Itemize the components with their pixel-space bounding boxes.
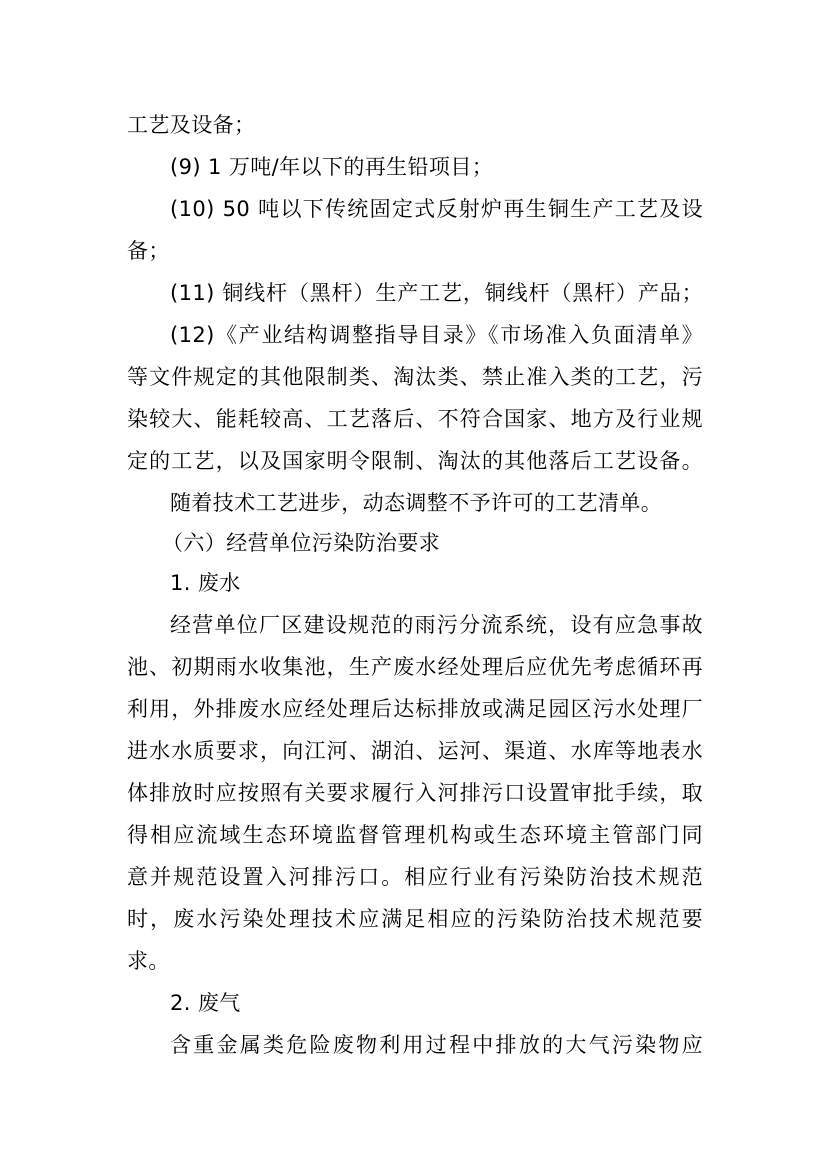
text-line: 染较大、能耗较高、工艺落后、不符合国家、地方及行业规 [127,407,703,431]
text-line: 等文件规定的其他限制类、淘汰类、禁止准入类的工艺，污 [127,365,703,389]
text-line: 池、初期雨水收集池，生产废水经处理后应优先考虑循环再 [127,655,703,679]
subheading-wastewater: 1. 废水 [170,571,241,595]
text-line: 时，废水污染处理技术应满足相应的污染防治技术规范要 [127,907,703,931]
text-line: 意并规范设置入河排污口。相应行业有污染防治技术规范 [127,865,703,889]
text-line: 求。 [127,949,170,973]
text-line: 工艺及设备； [127,113,256,137]
list-item-12: (12)《产业结构调整指导目录》《市场准入负面清单》 [170,323,703,347]
list-item-9: (9) 1 万吨/年以下的再生铅项目； [170,155,494,179]
text-line: 进水水质要求，向江河、湖泊、运河、渠道、水库等地表水 [127,739,703,763]
paragraph-dynamic-adjustment: 随着技术工艺进步，动态调整不予许可的工艺清单。 [170,491,663,515]
text-line: 备； [127,239,170,263]
document-page [127,104,703,1066]
list-item-10: (10) 50 吨以下传统固定式反射炉再生铜生产工艺及设 [170,197,703,221]
text-line: 体排放时应按照有关要求履行入河排污口设置审批手续，取 [127,781,703,805]
paragraph-wastewater: 经营单位厂区建设规范的雨污分流系统，设有应急事故 [170,613,703,637]
list-item-11: (11) 铜线杆（黑杆）生产工艺，铜线杆（黑杆）产品； [170,281,703,305]
text-line: 定的工艺，以及国家明令限制、淘汰的其他落后工艺设备。 [127,449,703,473]
section-heading-6: （六）经营单位污染防治要求 [162,531,441,555]
text-line: 利用，外排废水应经处理后达标排放或满足园区污水处理厂 [127,697,703,721]
subheading-exhaust-gas: 2. 废气 [170,991,241,1015]
text-line: 得相应流域生态环境监督管理机构或生态环境主管部门同 [127,823,703,847]
paragraph-exhaust-gas: 含重金属类危险废物利用过程中排放的大气污染物应 [170,1033,703,1057]
